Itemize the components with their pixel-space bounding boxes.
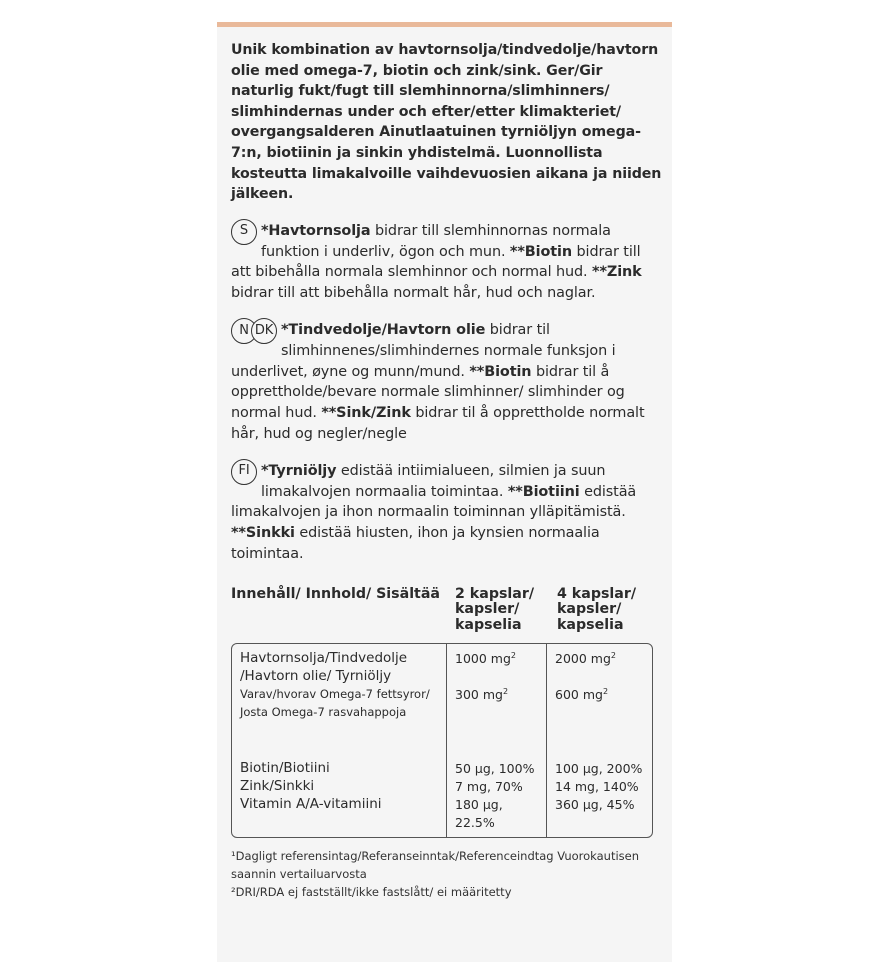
value-4-capsules: 360 µg, 45% [555, 797, 635, 813]
footnote-2: ²DRI/RDA ej fastställt/ikke fastslått/ ei määritetty [231, 884, 512, 899]
value-2-capsules: 180 µg, 22.5% [455, 797, 503, 830]
label-panel [217, 22, 672, 962]
footnote-1: ¹Dagligt referensintag/Referanseinntak/Referenceindtag Vuorokautisen saannin vertailuarvosta [231, 849, 640, 882]
claim-text: S *Havtornsolja bidrar till slemhinnornas normala funktion i underliv, ögon och mun. **Biotin bidrar till att bibehålla normala slemhinnor och normal hud. **Zink bidrar till att bibehålla normalt hår, hud och naglar. [231, 221, 663, 304]
value-4-capsules: 600 $mg^2$ [555, 687, 609, 703]
ingredient-name: Zink/Sinkki [240, 778, 315, 795]
value-2-capsules: 300 $mg^2$ [455, 687, 509, 703]
column-4-capsules [546, 644, 652, 837]
ingredient-name: Vitamin A/A-vitamiini [240, 796, 382, 813]
ingredient-name: Havtornsolja/Tindvedolje /Havtorn olie/ Tyrniöljy [240, 650, 408, 684]
value-2-capsules: 50 µg, 100% [455, 761, 535, 777]
country-badge: FI [231, 459, 257, 485]
ingredient-name: Biotin/Biotiini [240, 760, 330, 777]
ingredient-name: Varav/hvorav Omega-7 fettsyror/ Josta Omega-7 rasvahappoja [240, 687, 430, 719]
nutrition-table [231, 643, 653, 838]
claims-section [231, 320, 663, 445]
claims-section [231, 461, 663, 565]
country-badge: S [231, 219, 257, 245]
claims-sections [231, 221, 663, 565]
country-badges [231, 459, 257, 501]
value-2-capsules: 1000 $mg^2$ [455, 651, 516, 667]
table-header [231, 587, 663, 634]
intro-text: Unik kombination av havtornsolja/tindvedolje/havtorn olie med omega-7, biotin och zink/sink. Ger/Gir naturlig fukt/fugt till slemhinnorna/slimhinners/ slimhindernas under och efter/etter klimakteriet/ overgangsalderen Ainutlaatuinen tyrniöljyn omega-7:n, biotiinin ja sinkin yhdistelmä. Luonnollista kosteutta limakalvoille vaihdevuosien aikana ja niiden jälkeen. [231, 42, 662, 203]
column-2-capsules [446, 644, 546, 837]
country-badge: N [231, 318, 257, 344]
value-4-capsules: 100 µg, 200% [555, 761, 643, 777]
header-2-capsules: 2 kapslar/ kapsler/ kapselia [455, 585, 535, 633]
header-content: Innehåll/ Innhold/ Sisältää [231, 585, 440, 602]
footnotes [231, 848, 663, 901]
claim-text: N DK *Tindvedolje/Havtorn olie bidrar til slimhinnenes/slimhindernes normale funksjon i underlivet, øyne og munn/mund. **Biotin bidrar til å opprettholde/bevare normale slimhinner/ slimhinder og normal hud. **Sink/Zink bidrar til å opprettholde normalt hår, hud og negler/negle [231, 320, 663, 445]
column-ingredient [232, 644, 446, 837]
value-4-capsules: 14 mg, 140% [555, 779, 639, 795]
header-4-capsules: 4 kapslar/ kapsler/ kapselia [557, 585, 637, 633]
claim-text: FI *Tyrniöljy edistää intiimialueen, silmien ja suun limakalvojen normaalia toimintaa. **Biotiini edistää limakalvojen ja ihon normaalin toiminnan ylläpitämistä. **Sinkki edistää hiusten, ihon ja kynsien normaalia toimintaa. [231, 461, 663, 565]
country-badge: DK [251, 318, 277, 344]
label-content [231, 40, 663, 901]
panel-accent-bar [217, 22, 672, 27]
country-badges [231, 318, 277, 360]
country-badges [231, 219, 257, 261]
claims-section [231, 221, 663, 304]
value-2-capsules: 7 mg, 70% [455, 779, 523, 795]
value-4-capsules: 2000 $mg^2$ [555, 651, 616, 667]
